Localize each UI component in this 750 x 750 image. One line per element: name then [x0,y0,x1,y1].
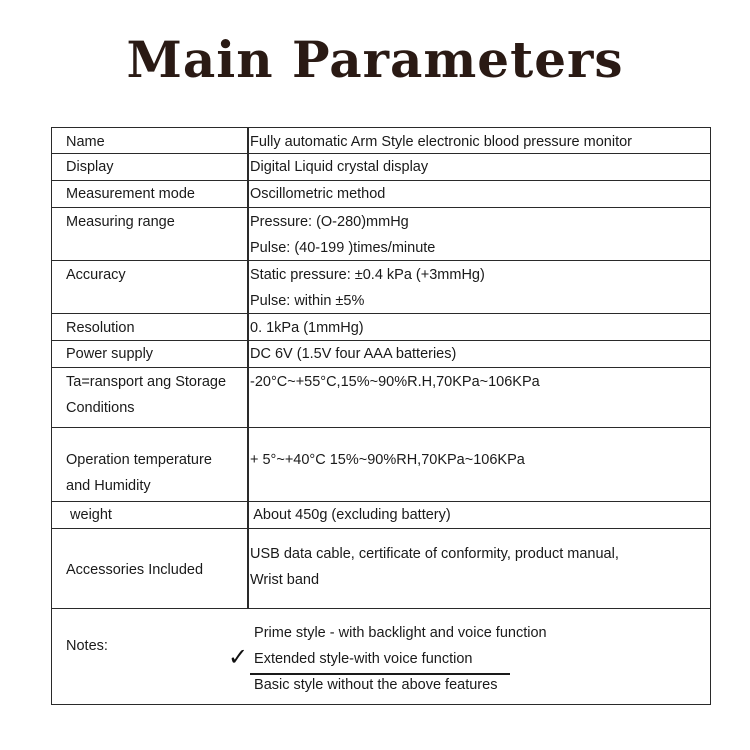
table-row-measurement-mode [52,181,710,208]
checkmark-icon: ✓ [228,644,249,671]
row-label: Name [66,134,105,150]
column-divider [247,502,249,528]
label-line: Conditions [66,400,135,416]
page-title: Main Parameters [126,30,624,89]
value-line: Prime style - with backlight and voice function [250,625,547,641]
row-value [250,209,435,261]
row-value: Fully automatic Arm Style electronic blood pressure monitor [250,134,632,150]
table-row-name [52,128,710,154]
row-label: Resolution [66,320,135,336]
table-row-accuracy [52,261,710,314]
row-value: 0. 1kPa (1mmHg) [250,320,364,336]
value-line: Static pressure: ±0.4 kPa (+3mmHg) [250,267,485,283]
row-value: -20°C~+55°C,15%~90%R.H,70KPa~106KPa [250,374,540,390]
row-label: Notes: [66,638,108,654]
column-divider [247,341,249,367]
table-row-measuring-range [52,208,710,261]
row-value: DC 6V (1.5V four AAA batteries) [250,346,457,362]
table-row-storage-conditions [52,368,710,428]
row-value [250,541,619,593]
row-value: Oscillometric method [250,186,386,202]
selected-option-underline [250,673,510,675]
row-label: weight [66,507,112,523]
row-value: Digital Liquid crystal display [250,159,429,175]
row-label: Power supply [66,346,154,362]
value-line: Pulse: within ±5% [250,293,365,309]
column-divider [247,128,249,153]
parameters-table [51,127,711,705]
value-line: Basic style without the above features [250,677,498,693]
column-divider [247,261,249,313]
row-label: Accessories Included [66,562,204,578]
label-line: Ta=ransport ang Storage [66,374,227,390]
column-divider [247,208,249,260]
value-line: Wrist band [250,572,320,588]
row-value: + 5°~+40°C 15%~90%RH,70KPa~106KPa [250,452,525,468]
column-divider [247,428,249,501]
row-label: Measurement mode [66,186,195,202]
column-divider [247,314,249,340]
column-divider [247,529,249,608]
table-row-operation-temperature [52,428,710,502]
value-line: Extended style-with voice function [250,651,473,667]
label-line: Operation temperature [66,452,212,468]
table-row-notes [52,609,710,706]
table-row-display [52,154,710,181]
label-line: and Humidity [66,478,151,494]
column-divider [247,154,249,180]
row-label [66,447,212,499]
table-row-weight [52,502,710,529]
value-line: Pulse: (40-199 )times/minute [250,240,436,256]
row-value: About 450g (excluding battery) [250,507,451,523]
table-row-accessories [52,529,710,609]
value-line: Pressure: (O-280)mmHg [250,214,409,230]
row-value [250,262,485,314]
row-value [250,620,547,698]
row-label [66,369,226,421]
column-divider [247,368,249,427]
row-label: Display [66,159,114,175]
table-row-resolution [52,314,710,341]
row-label: Accuracy [66,267,126,283]
value-line: USB data cable, certificate of conformity, product manual, [250,546,619,562]
column-divider [247,181,249,207]
table-row-power-supply [52,341,710,368]
row-label: Measuring range [66,214,175,230]
